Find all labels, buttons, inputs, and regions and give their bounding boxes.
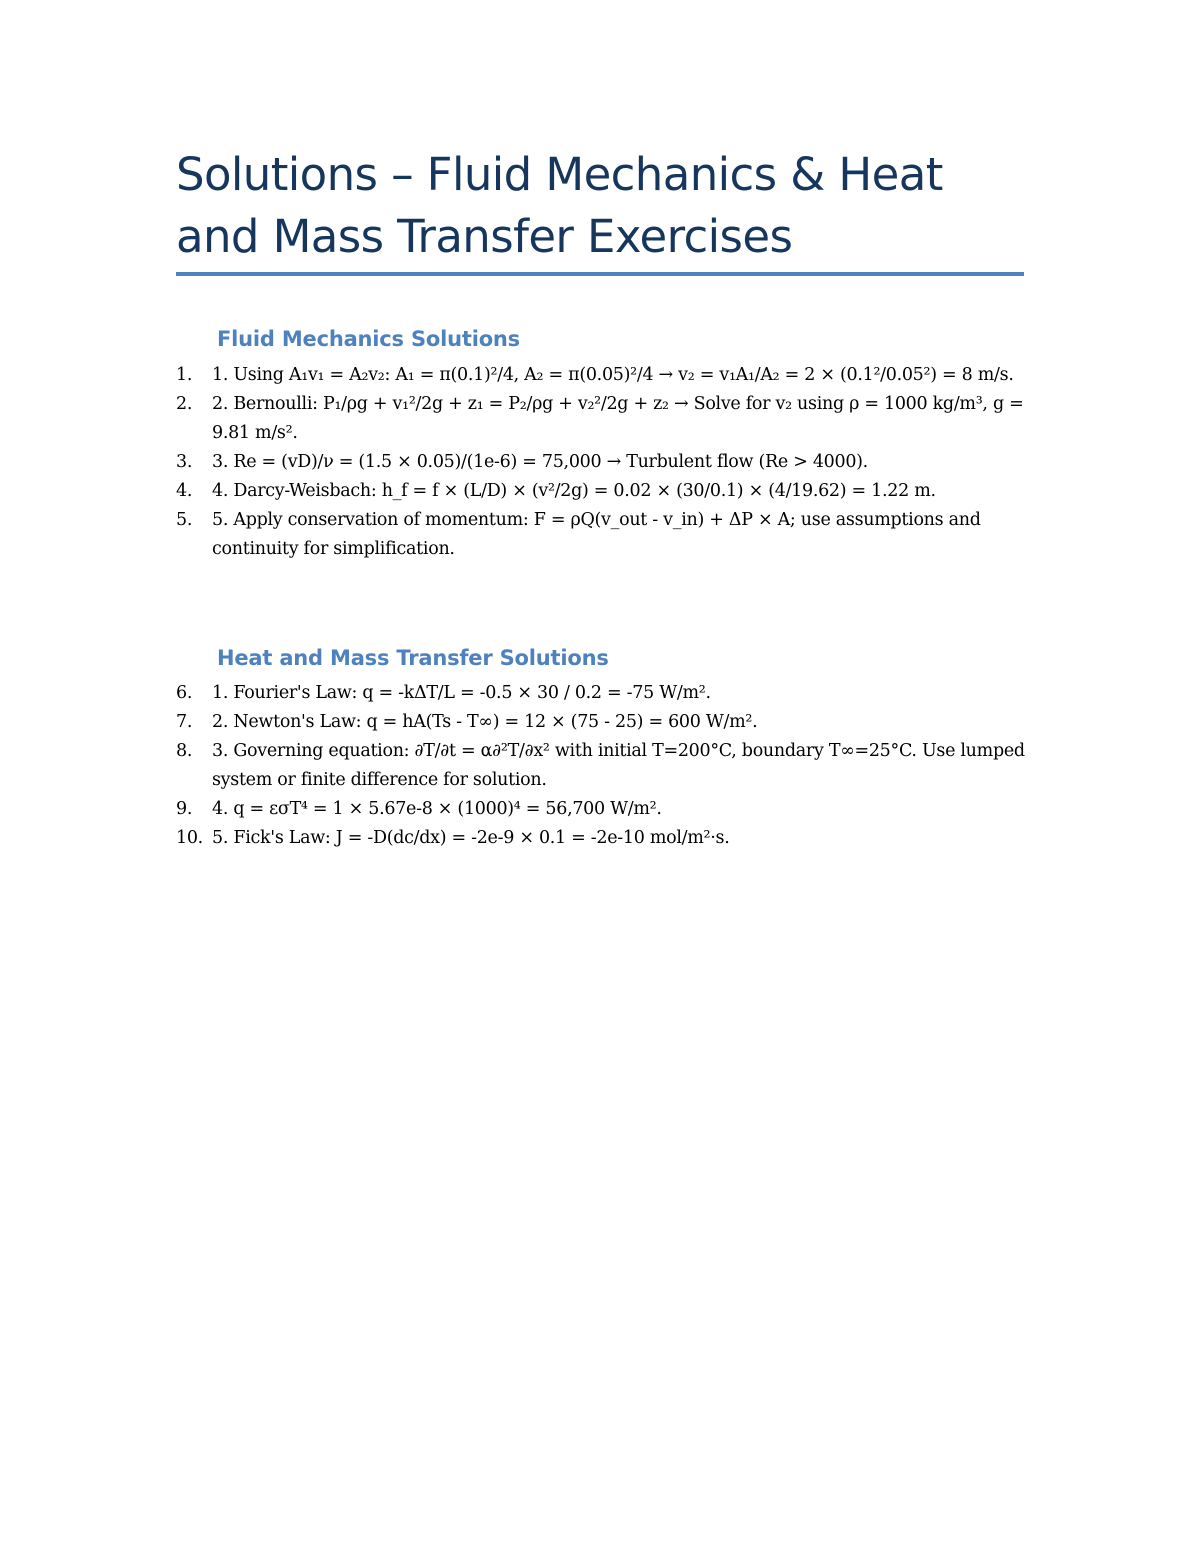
list-item [176, 448, 1036, 477]
section-heading-fluid-mechanics: Fluid Mechanics Solutions [217, 327, 520, 351]
list-item [176, 679, 1036, 708]
heat-mass-transfer-solutions-list [176, 679, 1036, 853]
list-item-number: 1. [176, 365, 193, 385]
list-item-number: 5. [176, 510, 193, 530]
list-item [176, 708, 1036, 737]
list-item-text: 4. Darcy-Weisbach: h_f = f × (L/D) × (v²/2g) = 0.02 × (30/0.1) × (4/19.62) = 1.22 m. [212, 481, 936, 501]
section-heading-heat-mass-transfer: Heat and Mass Transfer Solutions [217, 646, 609, 670]
list-item [176, 361, 1036, 390]
list-item-number: 9. [176, 799, 193, 819]
list-item [176, 390, 1036, 448]
list-item-number: 2. [176, 394, 193, 414]
list-item-text: 4. q = εσT⁴ = 1 × 5.67e-8 × (1000)⁴ = 56,700 W/m². [212, 799, 662, 819]
list-item-number: 8. [176, 741, 193, 761]
list-item-text: 3. Governing equation: ∂T/∂t = α∂²T/∂x² with initial T=200°C, boundary T∞=25°C. Use lumped system or finite difference for solution. [212, 741, 1025, 790]
list-item [176, 737, 1036, 795]
list-item-number: 10. [176, 828, 203, 848]
list-item-text: 5. Apply conservation of momentum: F = ρQ(v_out - v_in) + ΔP × A; use assumptions and continuity for simplification. [212, 510, 981, 559]
list-item-number: 3. [176, 452, 193, 472]
list-item [176, 824, 1036, 853]
list-item [176, 477, 1036, 506]
list-item-text: 1. Fourier's Law: q = -kΔT/L = -0.5 × 30 / 0.2 = -75 W/m². [212, 683, 711, 703]
document-title: Solutions – Fluid Mechanics & Heat and Mass Transfer Exercises [176, 148, 943, 263]
title-underline [176, 272, 1024, 276]
list-item-number: 6. [176, 683, 193, 703]
list-item-text: 1. Using A₁v₁ = A₂v₂: A₁ = π(0.1)²/4, A₂ = π(0.05)²/4 → v₂ = v₁A₁/A₂ = 2 × (0.1²/0.05²) = 8 m/s. [212, 365, 1014, 385]
fluid-mechanics-solutions-list [176, 361, 1036, 564]
list-item-text: 2. Newton's Law: q = hA(Ts - T∞) = 12 × (75 - 25) = 600 W/m². [212, 712, 758, 732]
list-item-text: 3. Re = (vD)/ν = (1.5 × 0.05)/(1e-6) = 75,000 → Turbulent flow (Re > 4000). [212, 452, 868, 472]
list-item-number: 4. [176, 481, 193, 501]
list-item [176, 506, 1036, 564]
list-item [176, 795, 1036, 824]
list-item-text: 5. Fick's Law: J = -D(dc/dx) = -2e-9 × 0.1 = -2e-10 mol/m²·s. [212, 828, 730, 848]
list-item-text: 2. Bernoulli: P₁/ρg + v₁²/2g + z₁ = P₂/ρg + v₂²/2g + z₂ → Solve for v₂ using ρ = 1000 kg/m³, g = 9.81 m/s². [212, 394, 1024, 443]
list-item-number: 7. [176, 712, 193, 732]
